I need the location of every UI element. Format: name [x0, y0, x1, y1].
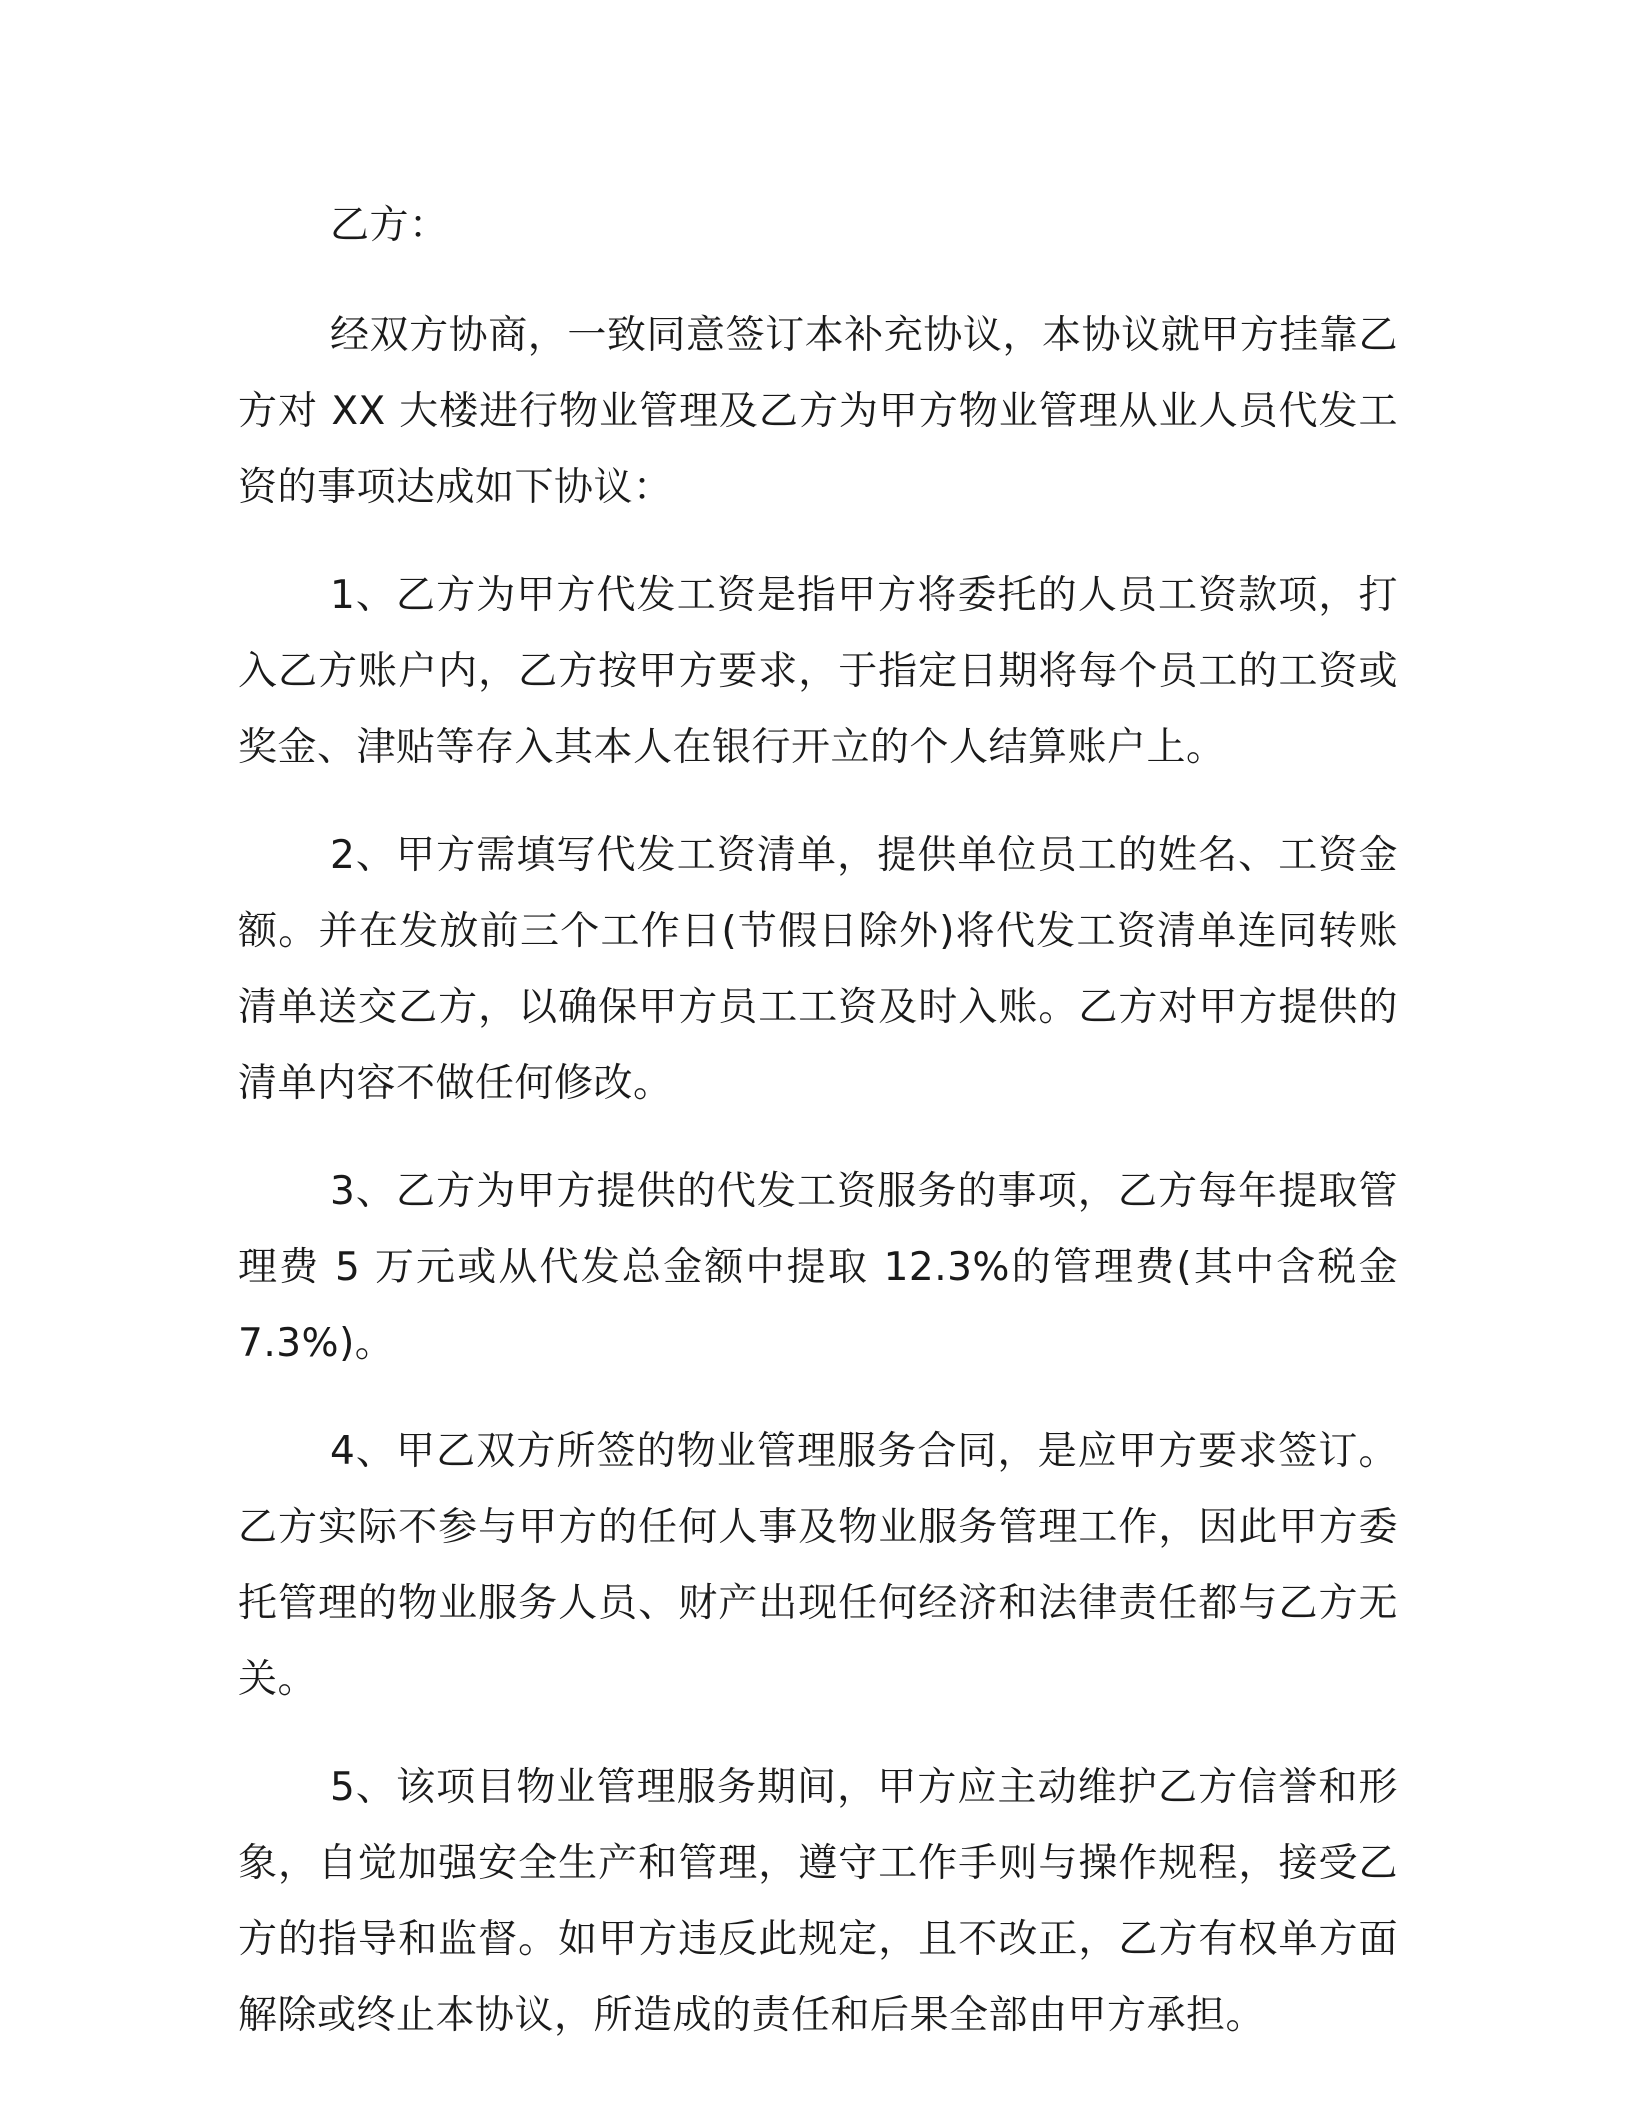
document-body	[238, 188, 1398, 2086]
paragraph-clause-5: 5、该项目物业管理服务期间，甲方应主动维护乙方信誉和形象，自觉加强安全生产和管理，遵守工作手则与操作规程，接受乙方的指导和监督。如甲方违反此规定，且不改正，乙方有权单方面解除或终止本协议，所造成的责任和后果全部由甲方承担。	[238, 1765, 1398, 2038]
party-b-label: 乙方：	[330, 203, 449, 248]
paragraph-clause-4: 4、甲乙双方所签的物业管理服务合同，是应甲方要求签订。乙方实际不参与甲方的任何人事及物业服务管理工作，因此甲方委托管理的物业服务人员、财产出现任何经济和法律责任都与乙方无关。	[238, 1429, 1398, 1702]
paragraph-clause-3: 3、乙方为甲方提供的代发工资服务的事项，乙方每年提取管理费 5 万元或从代发总金额中提取 12.3%的管理费(其中含税金 7.3%)。	[238, 1169, 1398, 1366]
paragraph-intro: 经双方协商，一致同意签订本补充协议，本协议就甲方挂靠乙方对 XX 大楼进行物业管理及乙方为甲方物业管理从业人员代发工资的事项达成如下协议：	[238, 313, 1398, 510]
paragraph-clause-1: 1、乙方为甲方代发工资是指甲方将委托的人员工资款项，打入乙方账户内，乙方按甲方要求，于指定日期将每个员工的工资或奖金、津贴等存入其本人在银行开立的个人结算账户上。	[238, 573, 1398, 770]
paragraph-clause-2: 2、甲方需填写代发工资清单，提供单位员工的姓名、工资金额。并在发放前三个工作日(节假日除外)将代发工资清单连同转账清单送交乙方，以确保甲方员工工资及时入账。乙方对甲方提供的清单内容不做任何修改。	[238, 833, 1398, 1106]
